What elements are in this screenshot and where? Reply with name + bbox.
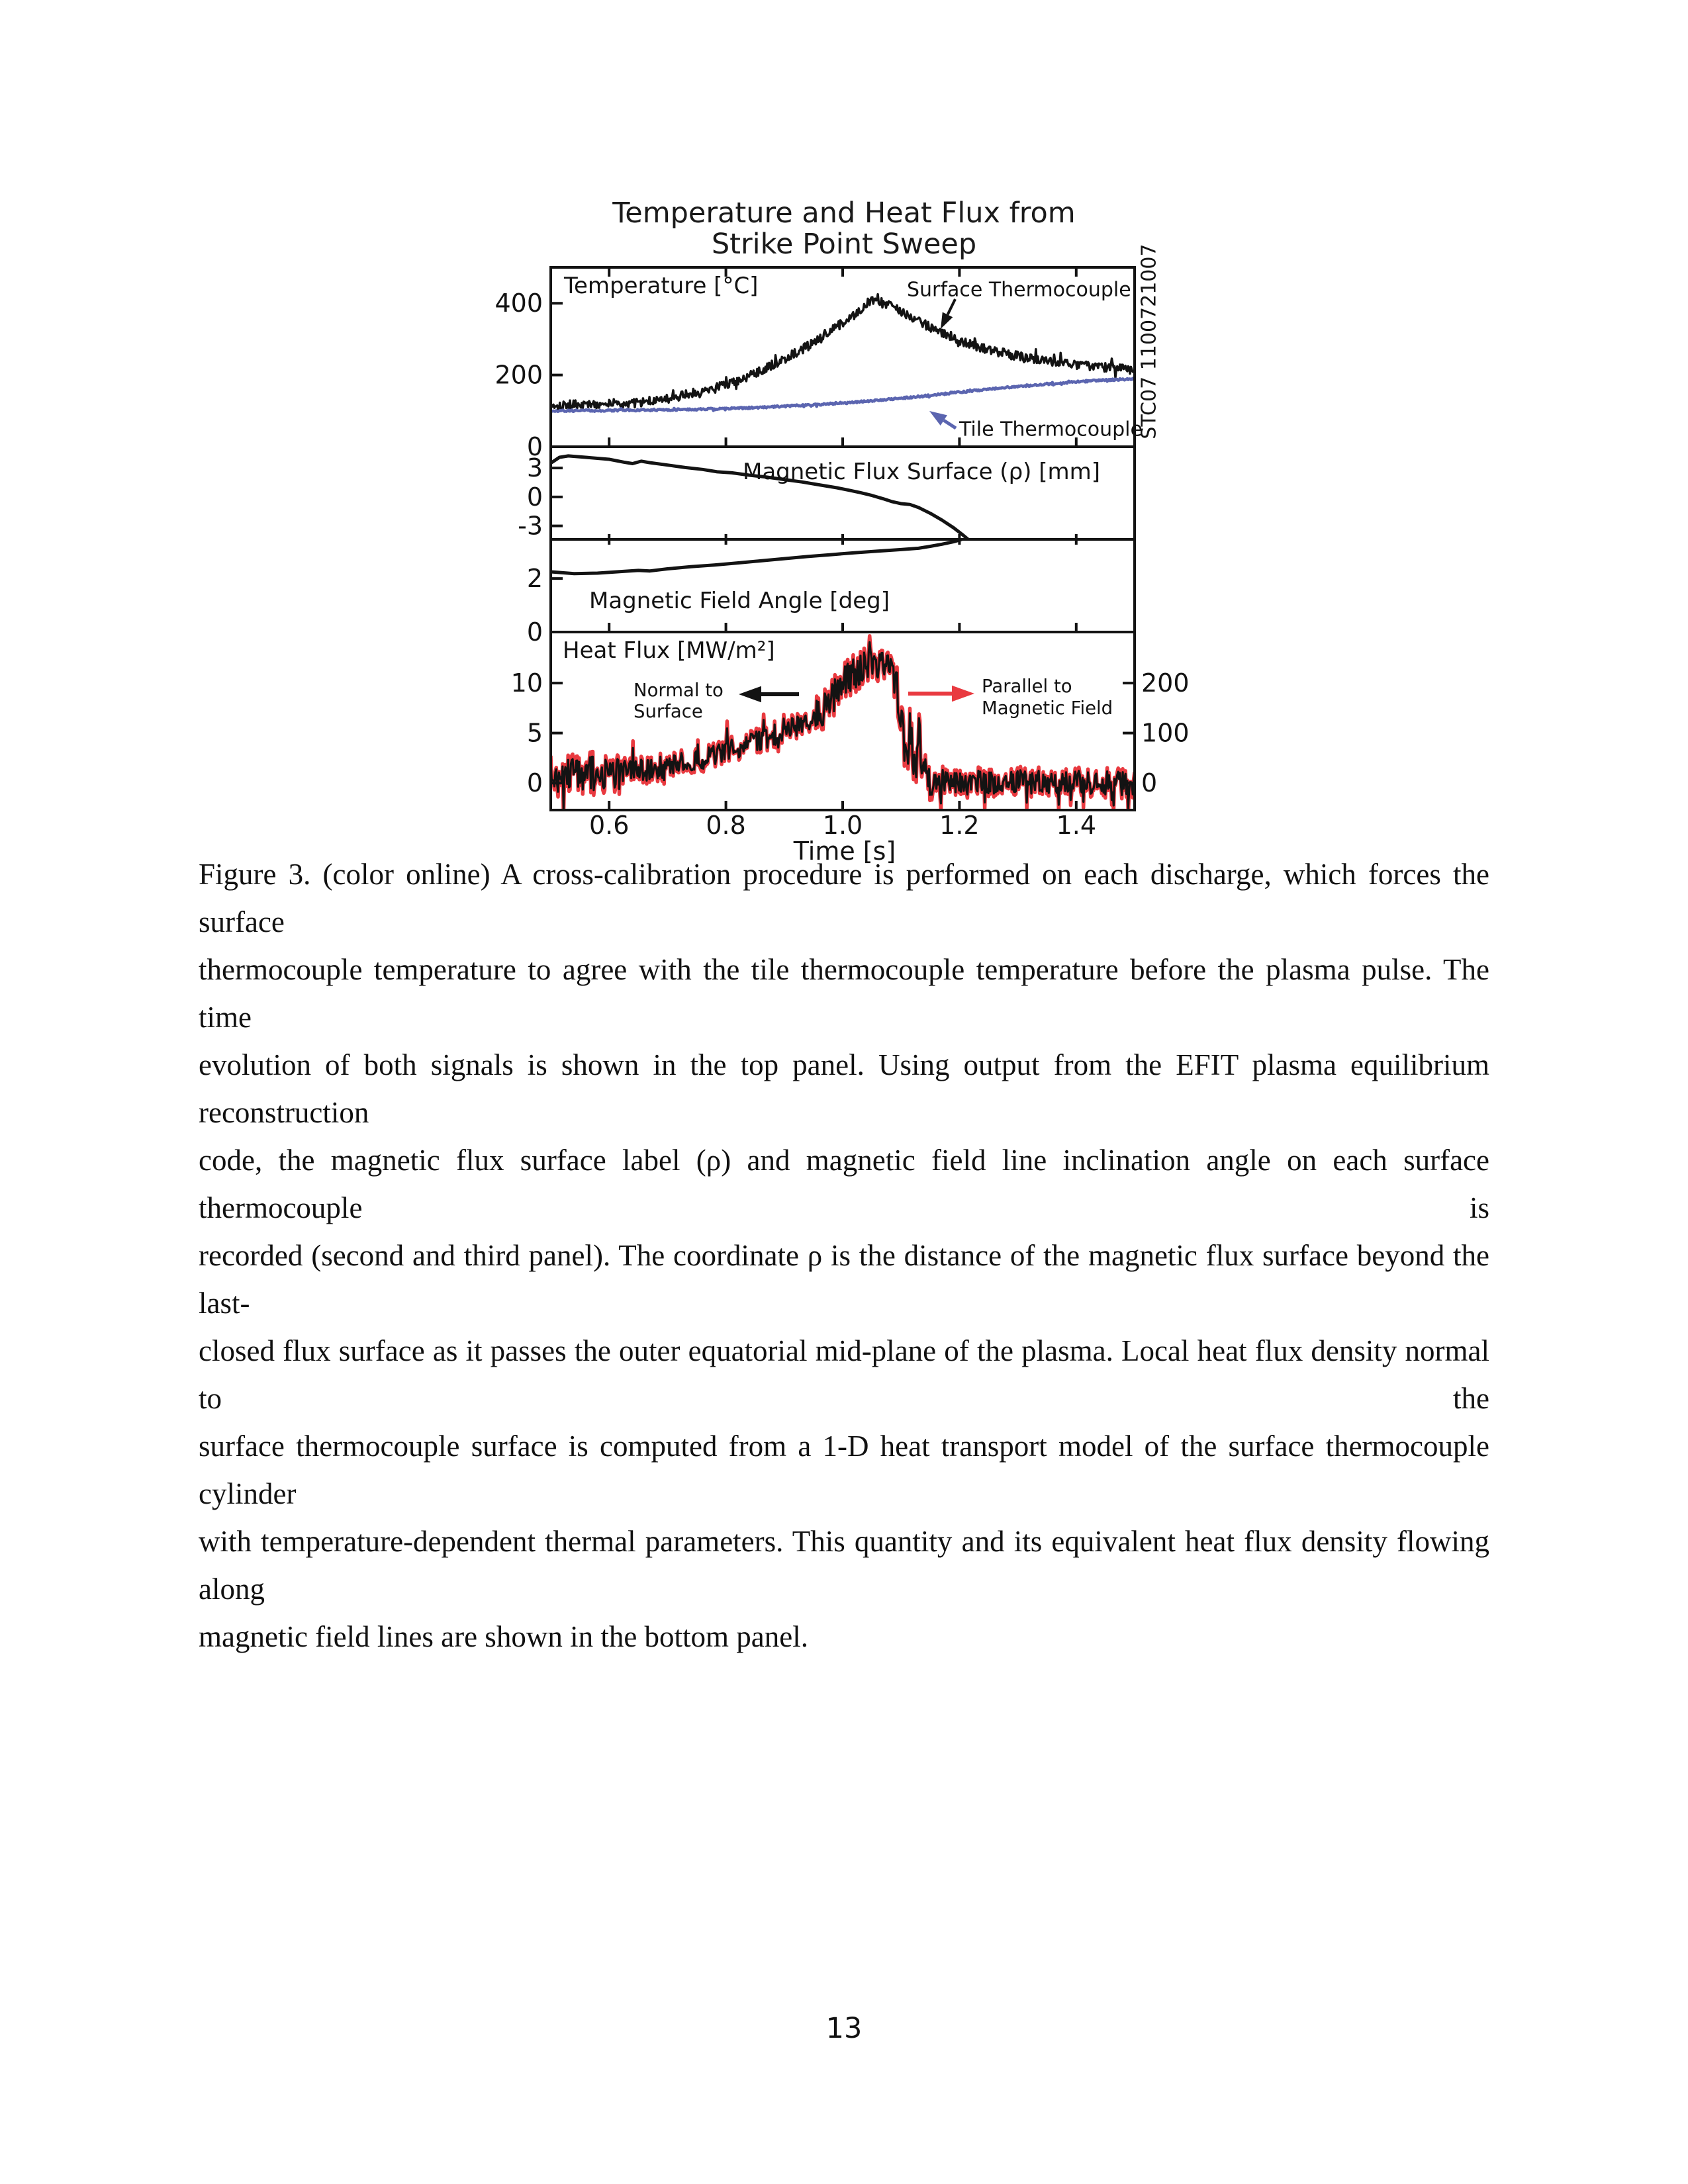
figure-watermark: STC07 1100721007 [1137, 244, 1161, 439]
caption-line: code, the magnetic flux surface label (ρ) and magnetic field line inclination angle on each surface thermocouple is [199, 1144, 1489, 1224]
figure-caption [199, 850, 1489, 1661]
x-tick-label: 1.0 [822, 811, 863, 840]
caption-line: surface thermocouple surface is computed from a 1-D heat transport model of the surface thermocouple cylinder [199, 1430, 1489, 1510]
y-tick-label: 400 [494, 289, 543, 318]
y-tick-label-right: 100 [1141, 718, 1190, 748]
x-tick-label: 1.4 [1056, 811, 1097, 840]
caption-line: thermocouple temperature to agree with the tile thermocouple temperature before the plasma pulse. The time [199, 953, 1489, 1034]
x-tick-label: 1.2 [939, 811, 980, 840]
caption-line: recorded (second and third panel). The coordinate ρ is the distance of the magnetic flux surface beyond the last- [199, 1239, 1489, 1320]
x-tick-label: 0.8 [706, 811, 746, 840]
tile-thermocouple-label: Tile Thermocouple [959, 418, 1143, 441]
caption-line: Figure 3. (color online) A cross-calibration procedure is performed on each discharge, which forces the surface [199, 858, 1489, 938]
figure-chart [0, 0, 1688, 893]
series-magnetic-field-angle [551, 539, 962, 574]
y-tick-label: 5 [526, 718, 543, 748]
panel-temperature-label: Temperature [°C] [564, 273, 759, 299]
y-tick-label: 0 [526, 617, 543, 647]
tile-thermocouple-arrow [944, 420, 956, 428]
caption-line: closed flux surface as it passes the outer equatorial mid-plane of the plasma. Local heat flux density normal to the [199, 1334, 1489, 1415]
y-tick-label: 0 [526, 768, 543, 798]
page-number: 13 [825, 2012, 863, 2045]
parallel-to-field-arrow-head [952, 686, 974, 702]
series-normal-to-surface [551, 642, 1135, 809]
y-tick-label-right: 200 [1141, 668, 1190, 698]
y-tick-label: 3 [526, 453, 543, 483]
y-tick-label: -3 [518, 511, 543, 541]
caption-line: evolution of both signals is shown in the top panel. Using output from the EFIT plasma equilibrium reconstruction [199, 1048, 1489, 1129]
caption-line: magnetic field lines are shown in the bottom panel. [199, 1620, 809, 1653]
parallel-to-label-line1: Parallel to [982, 676, 1072, 697]
caption-line: with temperature-dependent thermal parameters. This quantity and its equivalent heat flux density flowing along [199, 1525, 1489, 1606]
panel-angle [551, 539, 962, 574]
panel-heatflux-label: Heat Flux [MW/m²] [563, 637, 775, 664]
panel-rho-label: Magnetic Flux Surface (ρ) [mm] [743, 459, 1100, 485]
normal-to-label-line2: Surface [633, 701, 703, 722]
series-surface-thermocouple [551, 295, 1135, 412]
y-tick-label: 2 [526, 564, 543, 594]
figure-title-line2: Strike Point Sweep [711, 228, 977, 261]
surface-thermocouple-label: Surface Thermocouple [907, 278, 1131, 302]
normal-to-label-line1: Normal to [633, 680, 724, 701]
y-tick-label: 200 [494, 360, 543, 390]
panel-temperature [551, 295, 1135, 412]
y-tick-label: 0 [526, 432, 543, 461]
normal-to-surface-arrow-head [739, 686, 761, 702]
panel-angle-label: Magnetic Field Angle [deg] [589, 588, 890, 614]
parallel-to-label-line2: Magnetic Field [982, 698, 1113, 719]
surface-thermocouple-arrow-head [941, 312, 953, 329]
tile-thermocouple-arrow-head [929, 411, 947, 426]
surface-thermocouple-arrow [948, 299, 955, 314]
figure-title-line1: Temperature and Heat Flux from [612, 197, 1076, 230]
y-tick-label: 10 [510, 668, 543, 698]
y-tick-label-right: 0 [1141, 768, 1158, 798]
x-tick-label: 0.6 [588, 811, 630, 840]
x-axis-title: Time [s] [793, 837, 896, 866]
series-tile-thermocouple [551, 379, 1135, 412]
y-tick-label: 0 [526, 482, 543, 512]
